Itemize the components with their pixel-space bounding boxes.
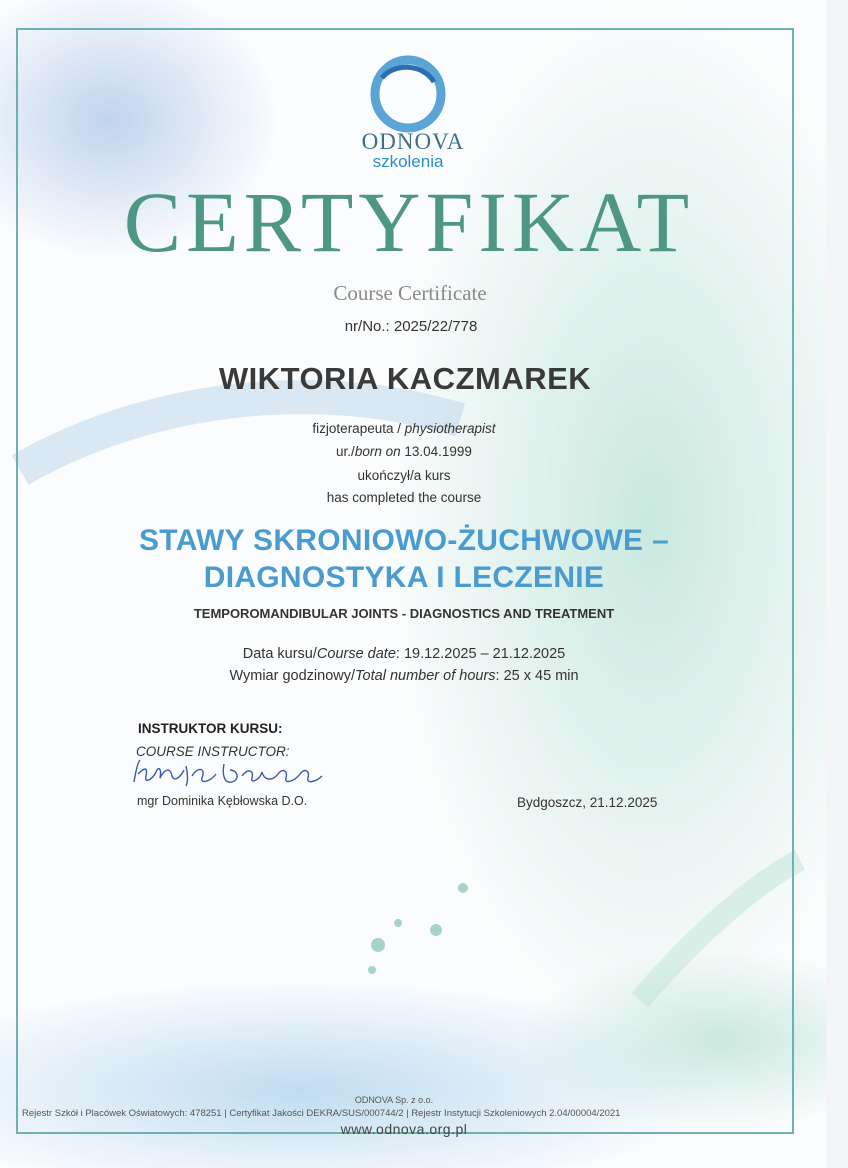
date-label-pl: Data kursu/: [242, 646, 317, 662]
course-title-en: TEMPOROMANDIBULAR JOINTS - DIAGNOSTICS AND TREATMENT: [193, 606, 615, 621]
course-title-pl-line1: STAWY SKRONIOWO-ŻUCHWOWE –: [138, 524, 669, 557]
logo-subtitle: szkolenia: [372, 152, 444, 171]
born-line: [0, 444, 808, 459]
certificate-number: [0, 318, 822, 335]
date-label-en: Course date: [316, 646, 396, 662]
instructor-signature: [128, 756, 328, 792]
completed-pl: ukończył/a kurs: [357, 468, 451, 483]
footer-company: ODNOVA Sp. z o.o.: [354, 1095, 434, 1105]
instructor-label-pl: INSTRUKTOR KURSU:: [138, 721, 283, 736]
hours-value: : 25 x 45 min: [495, 668, 579, 684]
course-date-line: [0, 646, 808, 662]
certificate-subtitle: Course Certificate: [333, 281, 487, 305]
profession-en: physiotherapist: [404, 421, 496, 436]
place-and-date: Bydgoszcz, 21.12.2025: [517, 795, 658, 810]
born-pl: ur./: [336, 444, 355, 459]
logo-brand: ODNOVA: [361, 129, 465, 154]
date-value: : 19.12.2025 – 21.12.2025: [395, 646, 566, 662]
hours-label-pl: Wymiar godzinowy/: [229, 668, 356, 684]
born-date: 13.04.1999: [404, 444, 472, 459]
footer-registers: Rejestr Szkół i Placówek Oświatowych: 478251 | Certyfikat Jakości DEKRA/SUS/000744/2 | Rejestr Instytucji Szkoleniowych 2.04/00004/2021: [22, 1108, 621, 1119]
footer-website: www.odnova.org.pl: [340, 1121, 468, 1137]
course-title-pl-line2: DIAGNOSTYKA I LECZENIE: [203, 561, 605, 594]
instructor-label-en: COURSE INSTRUCTOR:: [136, 744, 290, 759]
certificate-title: CERTYFIKAT: [123, 174, 695, 270]
course-hours-line: [0, 668, 808, 684]
number-label: nr/No.:: [344, 318, 390, 335]
instructor-name: mgr Dominika Kębłowska D.O.: [137, 794, 308, 808]
number-value: 2025/22/778: [393, 318, 478, 335]
profession-pl: fizjoterapeuta /: [312, 421, 401, 436]
profession-line: [0, 421, 808, 436]
completed-en: has completed the course: [326, 490, 482, 505]
recipient-name: WIKTORIA KACZMAREK: [218, 361, 592, 396]
odnova-logo-icon: [368, 54, 448, 134]
born-en: born on: [354, 444, 401, 459]
hours-label-en: Total number of hours: [355, 668, 496, 684]
